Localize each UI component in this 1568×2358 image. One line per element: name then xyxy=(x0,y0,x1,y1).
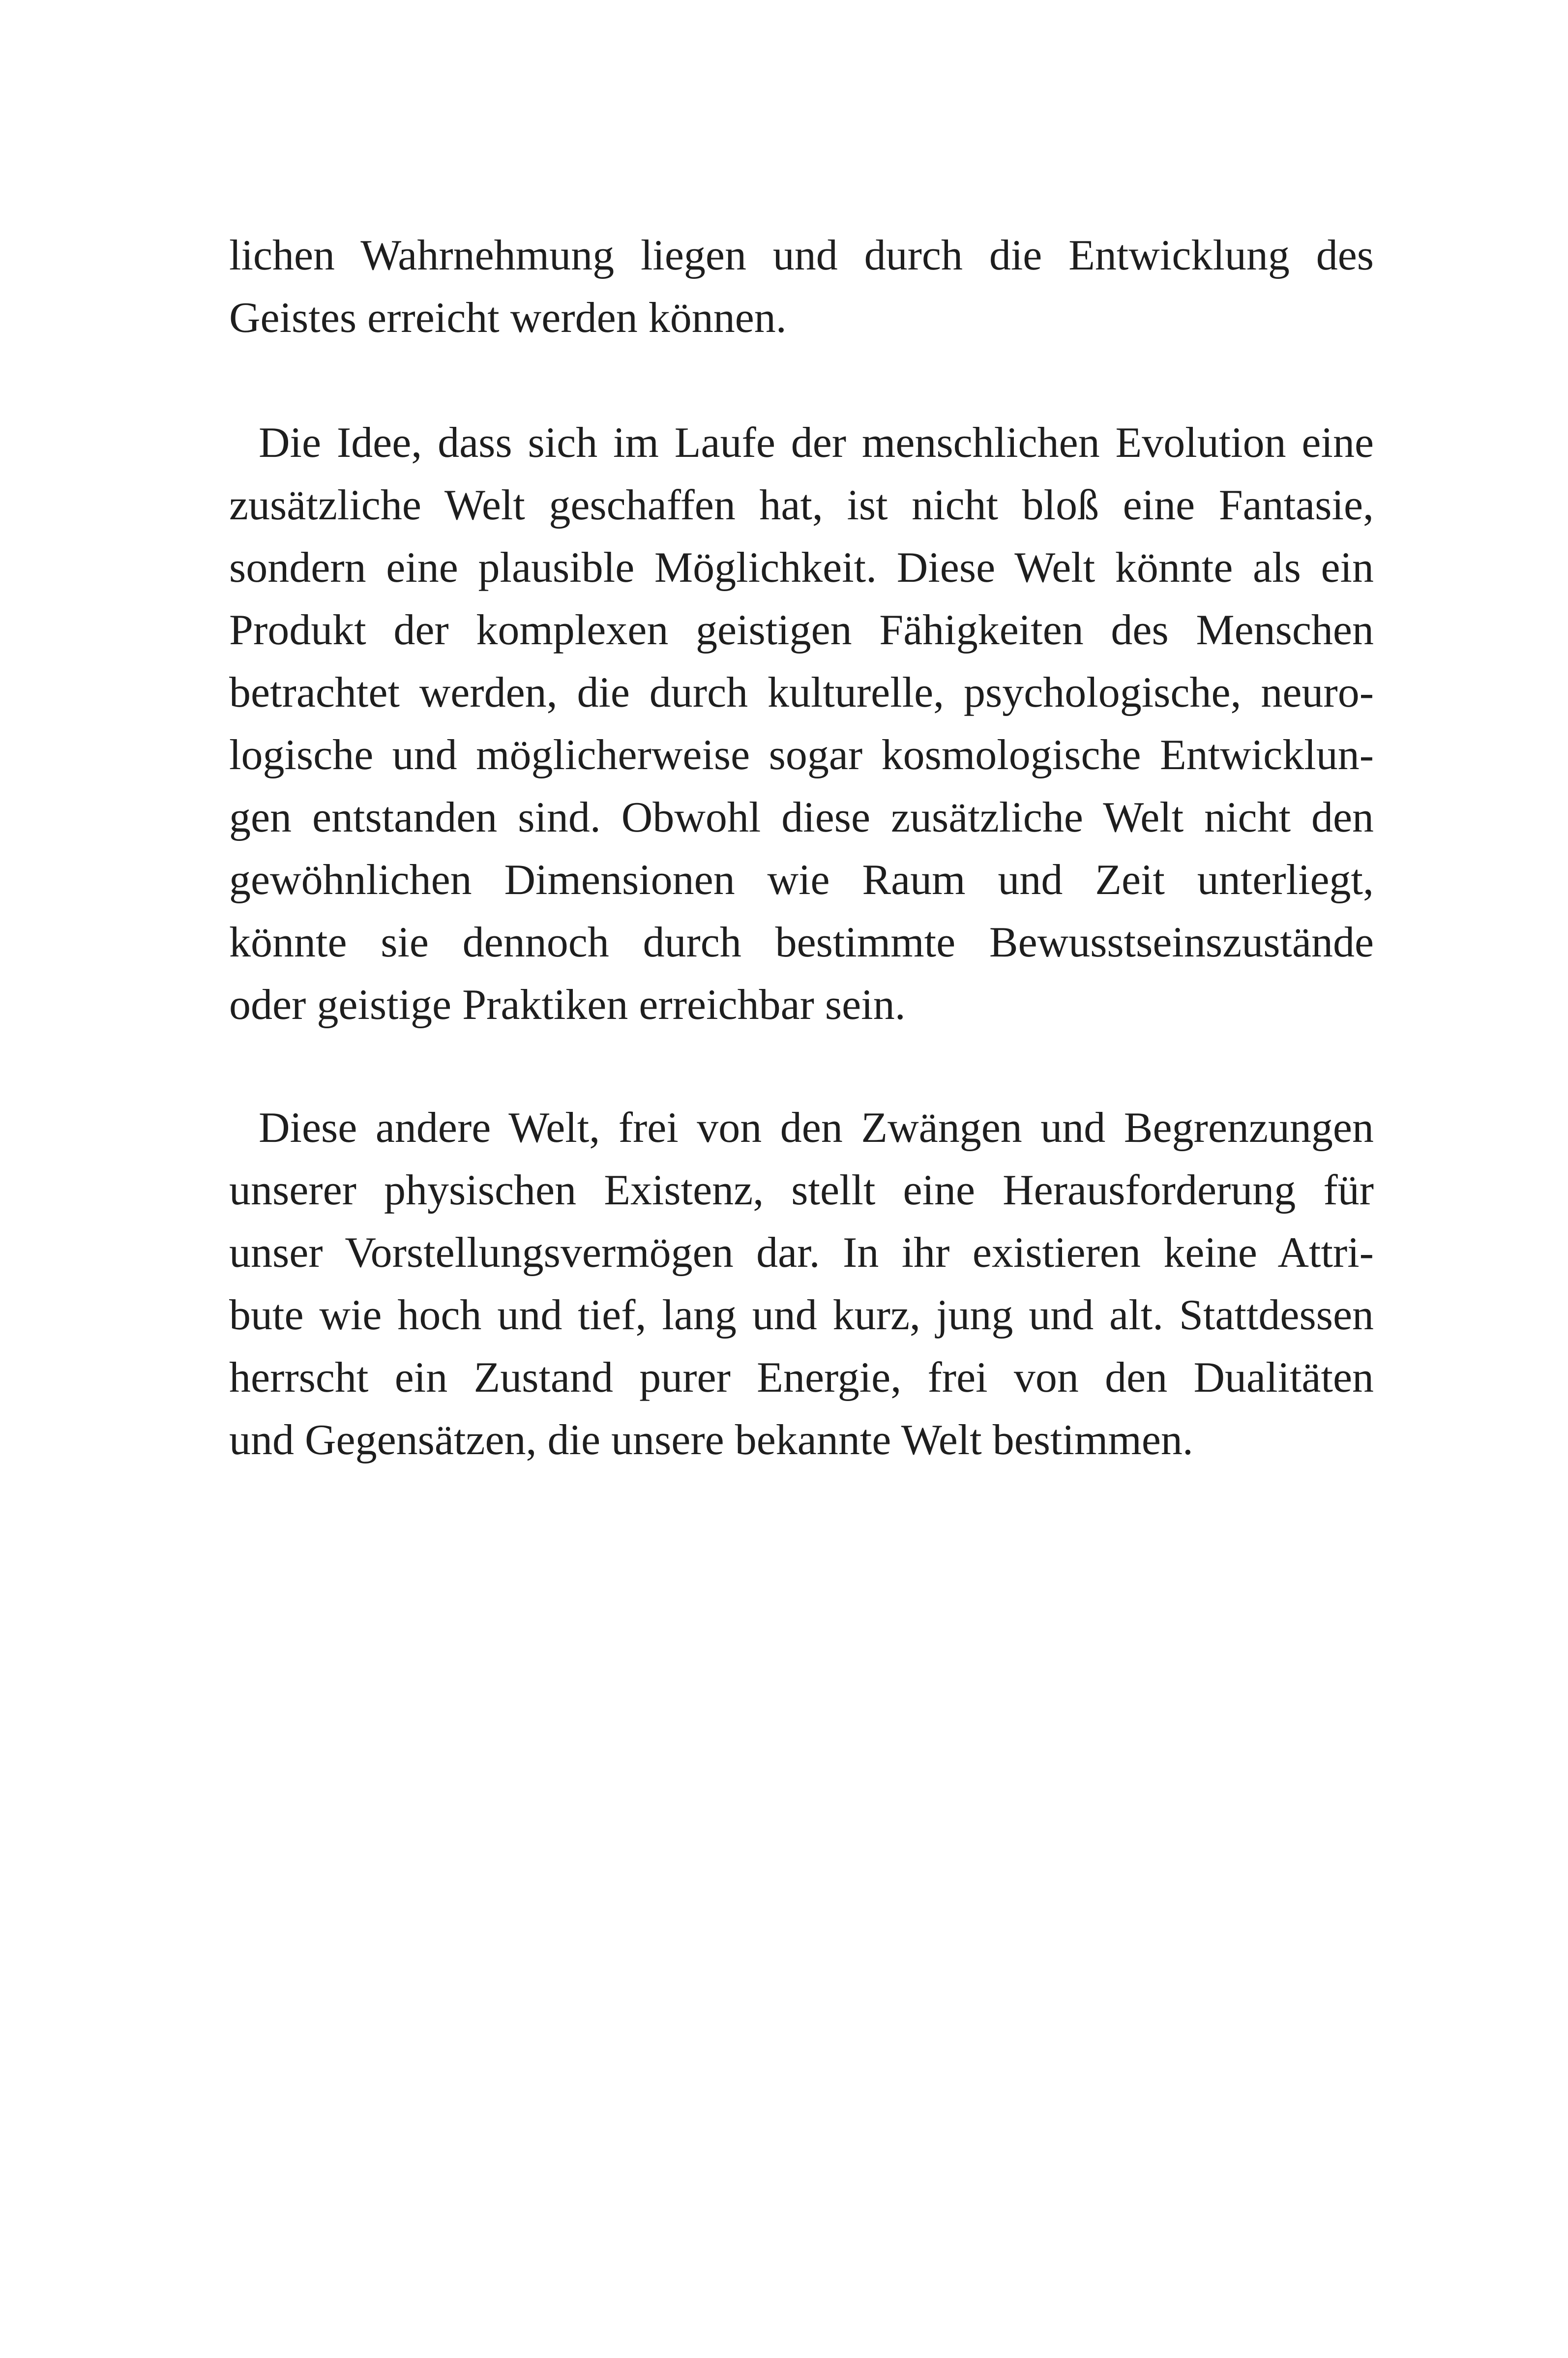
text-line: unser Vorstellungsvermögen dar. In ihr existieren keine Attri- xyxy=(229,1229,1374,1277)
paragraph-continuation xyxy=(229,224,1374,349)
text-line: und Gegensätzen, die unsere bekannte Welt bestimmen. xyxy=(229,1416,1193,1464)
text-line: lichen Wahrnehmung liegen und durch die Entwicklung des xyxy=(229,232,1374,279)
paragraph xyxy=(229,1097,1374,1471)
text-line: betrachtet werden, die durch kulturelle, psychologische, neuro- xyxy=(229,669,1374,716)
text-line: könnte sie dennoch durch bestimmte Bewusstseinszustände xyxy=(229,919,1374,966)
text-line: herrscht ein Zustand purer Energie, frei von den Dualitäten xyxy=(229,1354,1374,1402)
text-line: Die Idee, dass sich im Laufe der menschlichen Evolution eine xyxy=(259,419,1374,467)
text-line: oder geistige Praktiken erreichbar sein. xyxy=(229,981,906,1029)
text-line: Geistes erreicht werden können. xyxy=(229,294,787,342)
text-line: gewöhnlichen Dimensionen wie Raum und Zeit unterliegt, xyxy=(229,856,1374,904)
text-line: bute wie hoch und tief, lang und kurz, jung und alt. Stattdessen xyxy=(229,1291,1374,1339)
text-line: Produkt der komplexen geistigen Fähigkeiten des Menschen xyxy=(229,606,1374,654)
text-line: sondern eine plausible Möglichkeit. Diese Welt könnte als ein xyxy=(229,544,1374,592)
paragraph xyxy=(229,412,1374,1036)
text-line: logische und möglicherweise sogar kosmologische Entwicklun- xyxy=(229,731,1374,779)
text-line: unserer physischen Existenz, stellt eine Herausforderung für xyxy=(229,1166,1374,1214)
text-line: Diese andere Welt, frei von den Zwängen und Begrenzungen xyxy=(259,1104,1374,1152)
text-line: gen entstanden sind. Obwohl diese zusätzliche Welt nicht den xyxy=(229,794,1374,841)
text-line: zusätzliche Welt geschaffen hat, ist nicht bloß eine Fantasie, xyxy=(229,481,1374,529)
